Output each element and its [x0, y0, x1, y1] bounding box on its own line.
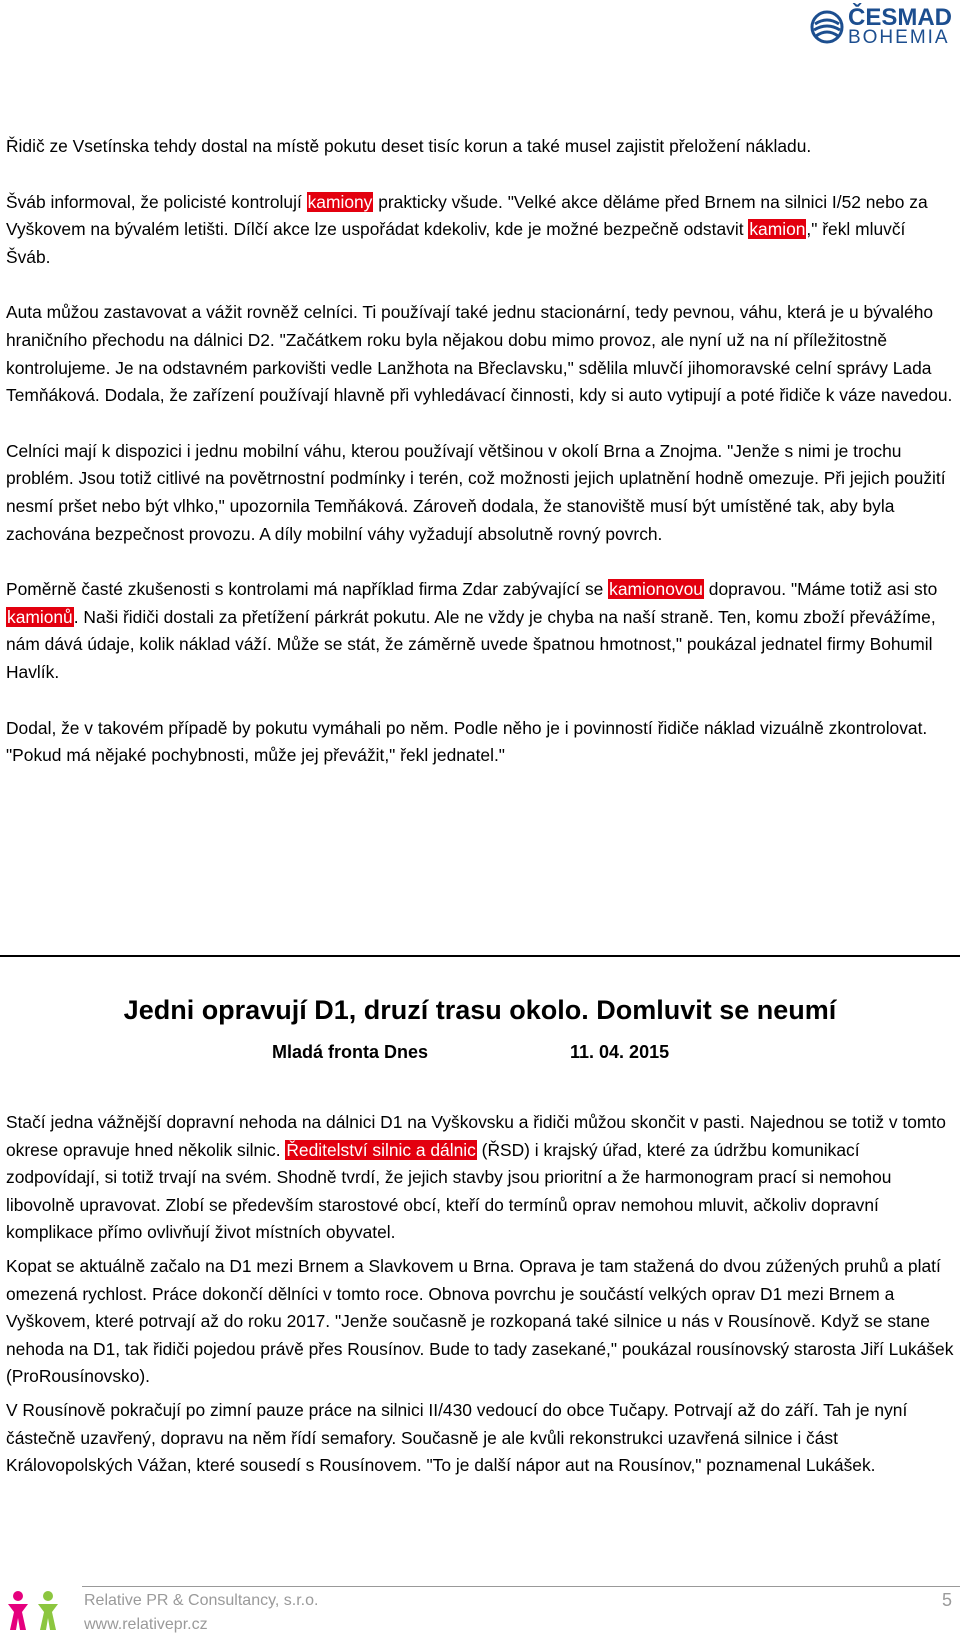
paragraph-text: Šváb informoval, že policisté kontrolují	[6, 191, 307, 212]
paragraph-text: Auta můžou zastavovat a vážit rovněž celníci. Ti používají také jednu stacionární, tedy pevnou, váhu, která je u bývalého hraničního přechodu na dálnici D2. "Začátkem roku byla nějakou dobu mimo provoz, ale nyní už na ní příležitostně kontrolujeme. Je na odstavném parkovišti vedle Lanžhota na Břeclavsku," sdělila mluvčí jihomoravské celní správy Lada Temňáková. Dodala, že zařízení používají hlavně při vyhledávací činnosti, kdy si auto vytipují a poté řidiče k váze navedou.	[6, 302, 953, 406]
footer-url-link[interactable]: www.relativepr.cz	[84, 1616, 208, 1633]
paragraph	[6, 715, 954, 770]
keyword-highlight: kamionovou	[609, 579, 703, 600]
paragraph-text: (ŘSD) i krajský úřad, které za údržbu komunikací zodpovídají, si totiž trvají na svém. Shodně tvrdí, že jejich stavby jsou prioritní a že harmonogram prací si nemohou libovolně upravovat. Zlobí se především starostové obcí, kteří do termínů oprav nemohou mluvit, ačkoliv dopravní komplikace přímo ovlivňují život místních obyvatel.	[6, 1139, 892, 1243]
keyword-highlight: kamionů	[7, 606, 73, 627]
cesmad-logo	[810, 6, 952, 47]
paragraph	[6, 438, 954, 548]
keyword-highlight: kamiony	[307, 191, 373, 212]
paragraph	[6, 133, 954, 161]
footer-divider	[82, 1586, 960, 1587]
paragraph-text: Řidič ze Vsetínska tehdy dostal na místě pokutu deset tisíc korun a také musel zajistit přeložení nákladu.	[6, 136, 812, 156]
paragraph	[6, 189, 954, 272]
page-number: 5	[941, 1590, 952, 1610]
paragraph	[6, 299, 954, 409]
paragraph-text: V Rousínově pokračují po zimní pauze práce na silnici II/430 vedoucí do obce Tučapy. Potrvají až do září. Tah je nyní částečně uzavřený, dopravu na něm řídí semafory. Současně je ale kvůli rekonstrukci uzavřená silnice i část Královopolských Vážan, které sousedí s Rousínovem. "To je další nápor aut na Rousínov," poznamenal Lukášek.	[6, 1399, 908, 1476]
article-body-top	[6, 133, 954, 770]
logo-text-cesmad: ČESMAD	[847, 4, 952, 31]
paragraph-text: dopravou. "Máme totiž asi sto	[703, 579, 938, 600]
paragraph-text: Dodal, že v takovém případě by pokutu vymáhali po něm. Podle něho je i povinností řidiče náklad vizuálně zkontrolovat. "Pokud má nějaké pochybnosti, může jej převážit," řekl jednatel."	[6, 717, 928, 766]
article-title: Jedni opravují D1, druzí trasu okolo. Domluvit se neumí	[123, 995, 837, 1025]
article-body-bottom	[6, 1109, 954, 1480]
paragraph	[6, 1253, 954, 1391]
article-date: 11. 04. 2015	[570, 1042, 670, 1062]
paragraph-text: Stačí jedna vážnější dopravní nehoda na dálnici D1 na Vyškovsku a řidiči můžou skončit v pasti. Najednou se totiž v tomto okrese opravuje hned několik silnic.	[6, 1112, 946, 1160]
keyword-highlight: Ředitelství silnic a dálnic	[286, 1139, 476, 1160]
paragraph-text: Celníci mají k dispozici i jednu mobilní váhu, kterou používají většinou v okolí Brna a Znojma. "Jenže s nimi je trochu problém. Jsou totiž citlivé na povětrnostní podmínky i terén, což možnosti jejich uplatnění hodně omezuje. Při jejich použití nesmí pršet nebo být vlhko," upozornila Temňáková. Zároveň dodala, že stanoviště musí být umístěné tak, aby byla zachována bezpečnost provozu. A díly mobilní váhy vyžadují absolutně rovný povrch.	[6, 440, 946, 544]
article-source: Mladá fronta Dnes	[272, 1042, 429, 1062]
relative-pr-logo-icon	[4, 1586, 68, 1634]
paragraph-text: ," řekl mluvčí Šváb.	[6, 219, 906, 267]
logo-text-bohemia: BOHEMIA	[847, 27, 950, 48]
footer-company: Relative PR & Consultancy, s.r.o.	[84, 1592, 319, 1609]
paragraph-text: Kopat se aktuálně začalo na D1 mezi Brnem a Slavkovem u Brna. Oprava je tam stažená do dvou zúžených pruhů a platí omezená rychlost. Práce dokončí dělníci v tomto roce. Obnova povrchu je součástí velkých oprav D1 mezi Brnem a Vyškovem, které potrvají až do roku 2017. "Jenže současně je rozkopaná také silnice u nás v Rousínově. Když se stane nehoda na D1, tak řidiči pojedou právě přes Rousínov. Bude to tady zasekané," poukázal rousínovský starosta Jiří Lukášek (ProRousínovsko).	[6, 1255, 954, 1387]
paragraph	[6, 1397, 954, 1480]
paragraph	[6, 1109, 954, 1247]
section-divider	[0, 955, 960, 957]
paragraph-text: Poměrně časté zkušenosti s kontrolami má například firma Zdar zabývající se	[6, 579, 609, 600]
paragraph-text: prakticky všude. "Velké akce děláme před Brnem na silnici I/52 nebo za Vyškovem na bývalém letišti. Dílčí akce lze uspořádat kdekoliv, kde je možné bezpečně odstavit	[6, 191, 928, 240]
paragraph-text: . Naši řidiči dostali za přetížení párkrát pokutu. Ale ne vždy je chyba na naší straně. Ten, komu zboží převážíme, nám dává údaje, kolik náklad váží. Může se stát, že záměrně uvede špatnou hmotnost," poukázal jednatel firmy Bohumil Havlík.	[6, 606, 936, 682]
cesmad-globe-icon	[810, 10, 844, 44]
paragraph	[6, 576, 954, 686]
keyword-highlight: kamion	[749, 219, 806, 240]
